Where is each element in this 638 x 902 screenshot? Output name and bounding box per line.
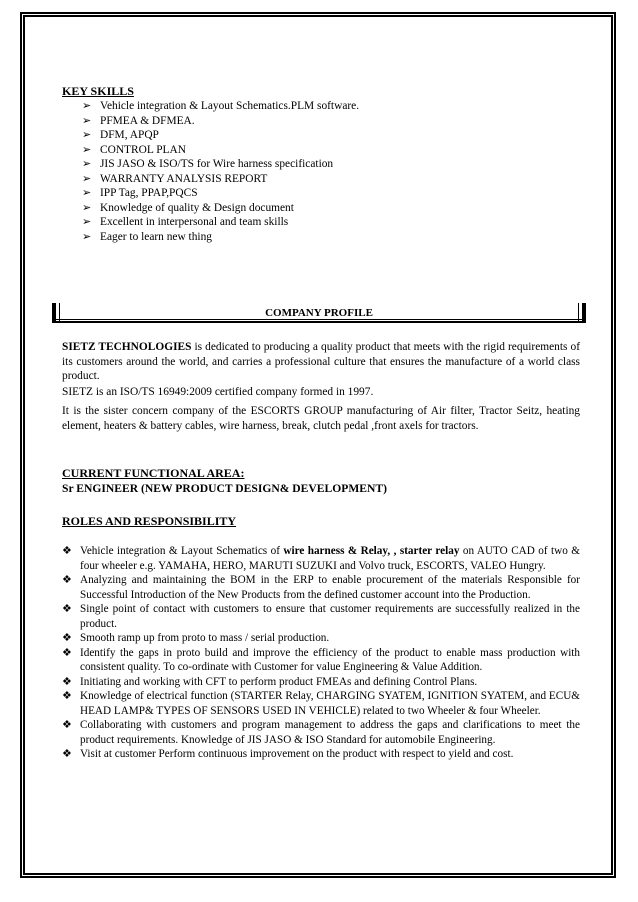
role-text: Collaborating with customers and program management to address the gaps and clarifications to meet the product requirements. Knowledge of JIS JASO & ISO Standard for automobile Engineering. — [80, 719, 580, 746]
key-skills-list — [62, 99, 580, 244]
list-item — [82, 230, 580, 245]
list-item — [62, 573, 580, 602]
skill-text: PFMEA & DFMEA. — [100, 114, 195, 127]
list-item — [62, 747, 580, 762]
diamond-bullet-icon: ❖ — [62, 646, 72, 659]
role-text: Knowledge of electrical function (STARTER Relay, CHARGING SYATEM, IGNITION SYATEM, and ECU& HEAD LAMP& TYPES OF SENSORS USED IN VEHICLE) related to two Wheeler & four Wheeler. — [80, 690, 580, 717]
skill-text: IPP Tag, PPAP,PQCS — [100, 187, 198, 199]
diamond-bullet-icon: ❖ — [62, 719, 72, 731]
company-sister: It is the sister concern company of the ESCORTS GROUP manufacturing of Air filter, Tractor Seitz, heating element, heaters & battery cables, wire harness, break, clutch pedal ,front axels for tractors. — [62, 405, 580, 432]
list-item — [62, 544, 580, 573]
diamond-bullet-icon: ❖ — [62, 675, 72, 688]
list-item — [62, 646, 580, 675]
list-item — [82, 128, 580, 143]
skill-text: Vehicle integration & Layout Schematics.PLM software. — [100, 100, 360, 112]
roles-first-post: on AUTO CAD of two & four wheeler e.g. YAMAHA, HERO, MARUTI SUZUKI and Volvo truck, ESCORTS, VALEO Hungry. — [80, 545, 580, 572]
role-text: Analyzing and maintaining the BOM in the ERP to enable procurement of the materials Responsible for Successful Introduction of the New Products from the defined customer account into the Production. — [80, 574, 580, 601]
roles-heading: ROLES AND RESPONSIBILITY — [62, 514, 237, 528]
list-item — [62, 602, 580, 631]
skill-text: WARRANTY ANALYSIS REPORT — [100, 172, 268, 185]
list-item — [82, 215, 580, 230]
arrow-bullet-icon: ➢ — [82, 114, 92, 127]
skill-text: Knowledge of quality & Design document — [100, 201, 294, 214]
list-item — [82, 143, 580, 158]
list-item — [62, 675, 580, 690]
list-item — [82, 114, 580, 129]
roles-first-bold: wire harness & Relay, , starter relay — [283, 545, 460, 557]
skill-text: Eager to learn new thing — [100, 230, 212, 243]
arrow-bullet-icon: ➢ — [82, 187, 92, 199]
functional-area-section — [62, 466, 580, 496]
role-text: Visit at customer Perform continuous improvement on the product with respect to yield and cost. — [80, 748, 514, 760]
arrow-bullet-icon: ➢ — [82, 158, 92, 170]
company-intro — [62, 340, 580, 384]
key-skills-heading: KEY SKILLS — [62, 84, 134, 98]
list-item — [62, 631, 580, 646]
roles-section — [62, 514, 580, 762]
company-intro-text: is dedicated to producing a quality product that meets with the rigid requirements of its customers around the world, and carries a professional culture that ensures the manufacture of a world class product. — [62, 341, 580, 383]
role-text: Smooth ramp up from proto to mass / serial production. — [80, 632, 330, 644]
diamond-bullet-icon: ❖ — [62, 574, 72, 586]
diamond-bullet-icon: ❖ — [62, 603, 72, 615]
company-name: SIETZ TECHNOLOGIES — [62, 341, 192, 353]
list-item — [82, 99, 580, 114]
functional-area-heading: CURRENT FUNCTIONAL AREA: — [62, 466, 245, 480]
list-item — [82, 186, 580, 201]
company-certified: SIETZ is an ISO/TS 16949:2009 certified company formed in 1997. — [62, 386, 374, 398]
list-item — [82, 172, 580, 187]
skill-text: CONTROL PLAN — [100, 143, 186, 156]
diamond-bullet-icon: ❖ — [62, 748, 72, 760]
roles-list — [62, 544, 580, 762]
list-item — [82, 157, 580, 172]
list-item — [62, 718, 580, 747]
company-profile-banner — [52, 303, 586, 323]
arrow-bullet-icon: ➢ — [82, 172, 92, 185]
arrow-bullet-icon: ➢ — [82, 129, 92, 141]
skill-text: DFM, APQP — [100, 129, 159, 141]
list-item — [82, 201, 580, 216]
list-item — [62, 689, 580, 718]
current-role: Sr ENGINEER (NEW PRODUCT DESIGN& DEVELOPMENT) — [62, 482, 387, 495]
arrow-bullet-icon: ➢ — [82, 201, 92, 214]
diamond-bullet-icon: ❖ — [62, 690, 72, 702]
arrow-bullet-icon: ➢ — [82, 230, 92, 243]
arrow-bullet-icon: ➢ — [82, 216, 92, 228]
role-text: Single point of contact with customers to ensure that customer requirements are successfully realized in the product. — [80, 603, 580, 630]
role-text: Identify the gaps in proto build and improve the efficiency of the product to enable mass production with consistent quality. To co-ordinate with Customer for value Engineering & Value Addition. — [80, 646, 580, 673]
arrow-bullet-icon: ➢ — [82, 100, 92, 112]
role-text: Initiating and working with CFT to perform product FMEAs and defining Control Plans. — [80, 675, 478, 688]
diamond-bullet-icon: ❖ — [62, 545, 72, 557]
skill-text: Excellent in interpersonal and team skills — [100, 216, 289, 228]
skill-text: JIS JASO & ISO/TS for Wire harness specification — [100, 158, 334, 170]
arrow-bullet-icon: ➢ — [82, 143, 92, 156]
diamond-bullet-icon: ❖ — [62, 632, 72, 644]
roles-first-pre: Vehicle integration & Layout Schematics of — [80, 545, 284, 557]
key-skills-section — [62, 84, 580, 244]
company-profile-heading: COMPANY PROFILE — [265, 307, 373, 319]
